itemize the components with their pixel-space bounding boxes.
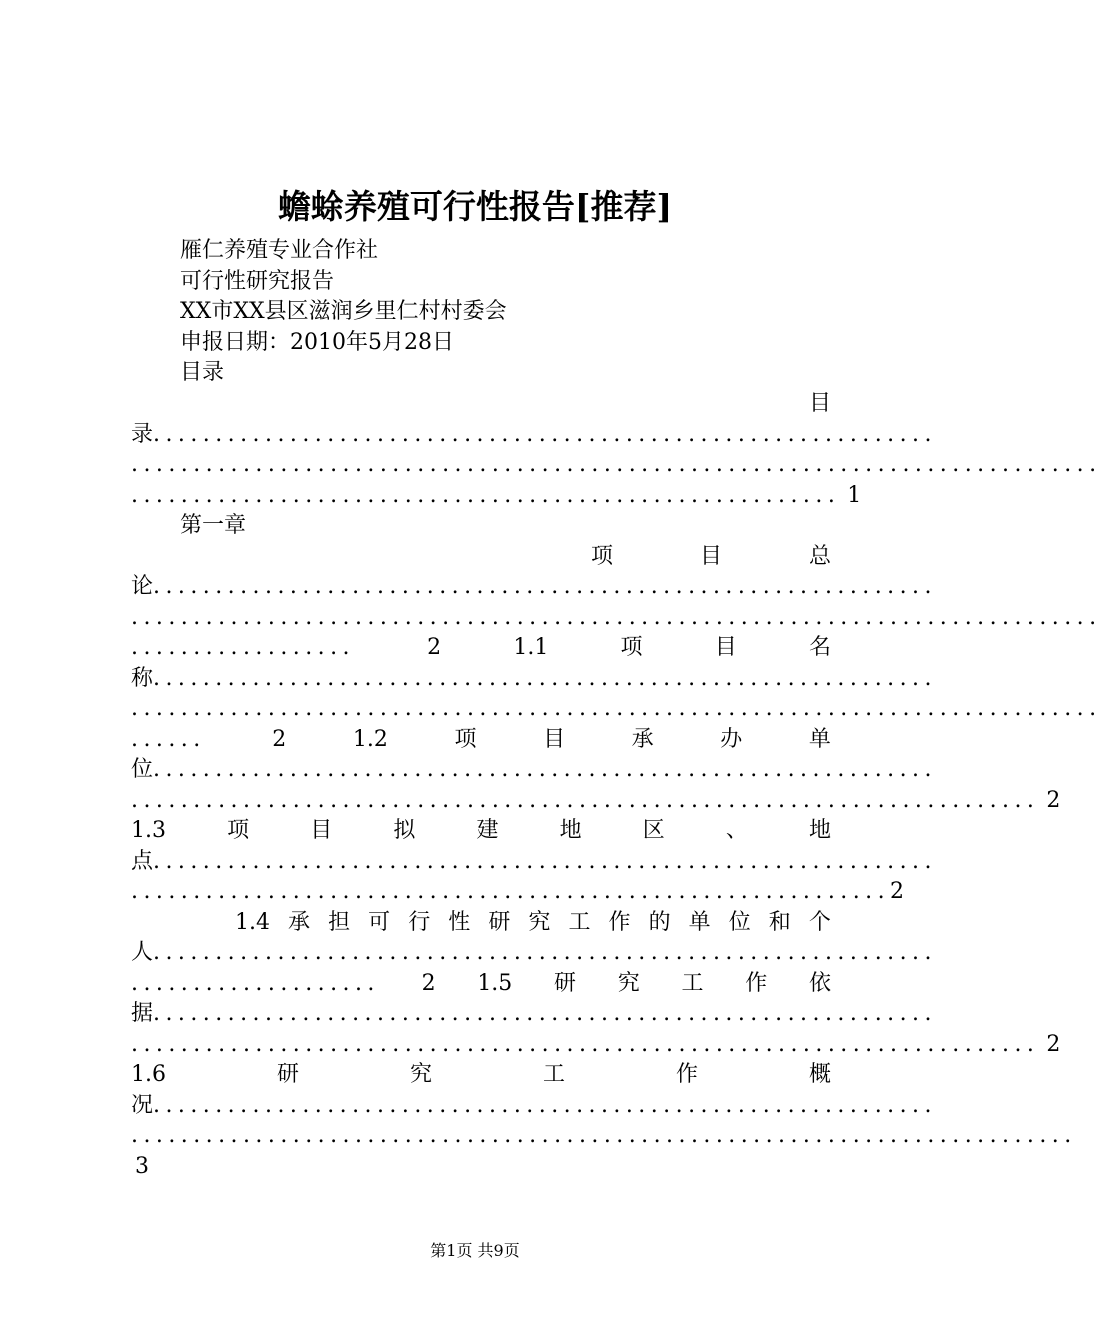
toc-line <box>131 725 831 756</box>
toc-page-number: 2 <box>272 726 287 752</box>
toc-page-number: 2 <box>427 635 442 660</box>
leader-dots: .............................................................................. <box>131 604 1102 630</box>
toc-line <box>131 633 831 664</box>
toc-char: 项 <box>227 818 250 843</box>
toc-line <box>131 786 1061 817</box>
contents-heading: 目录 <box>180 360 225 385</box>
toc-item-number: 1.4 <box>235 909 270 935</box>
toc-char: 作 <box>745 970 768 996</box>
toc-char: 总 <box>808 543 831 569</box>
toc-line <box>131 847 937 878</box>
toc-char: 担 <box>328 909 351 935</box>
toc-line <box>131 572 937 603</box>
leader-dots: ............................................................... <box>153 1001 937 1026</box>
toc-justified-text <box>591 542 831 573</box>
toc-char: 名 <box>808 635 831 660</box>
toc-line <box>131 1030 1061 1061</box>
toc-line <box>131 1060 831 1091</box>
submission-date: 申报日期：2010年5月28日 <box>180 329 454 355</box>
toc-item-number: 1.6 <box>131 1062 166 1087</box>
organization-address: XX市XX县区滋润乡里仁村村委会 <box>180 299 507 324</box>
toc-page-number: 2 <box>1046 787 1061 813</box>
leader-dots: ............................................................. <box>131 879 891 904</box>
toc-char: 单 <box>688 909 711 935</box>
toc-text: 点 <box>131 848 154 874</box>
toc-char: 项 <box>454 726 477 752</box>
leader-dots: ......................................................................... <box>131 1031 1040 1057</box>
toc-item-number: 1.1 <box>513 635 549 660</box>
toc-char: 的 <box>648 909 671 935</box>
toc-char: 地 <box>559 818 582 843</box>
toc-line <box>131 1091 937 1122</box>
toc-char: 拟 <box>393 818 416 843</box>
toc-char: 区 <box>642 818 665 843</box>
toc-line <box>131 389 831 420</box>
toc-page-number: 2 <box>1046 1031 1061 1057</box>
leader-dots: ............................................................... <box>153 421 937 447</box>
toc-char: 单 <box>808 726 831 752</box>
toc-text: 称 <box>131 665 154 691</box>
toc-text: 位 <box>131 757 154 782</box>
toc-char: 研 <box>488 909 511 935</box>
leader-dots: .................. <box>131 635 355 660</box>
leader-dots: ............................................................... <box>153 848 937 874</box>
toc-page-number: 3 <box>135 1153 149 1179</box>
toc-line <box>131 877 905 908</box>
toc-chapter-label: 第一章 <box>180 513 247 538</box>
toc-char: 个 <box>808 909 831 935</box>
toc-line <box>131 420 937 451</box>
toc-text: 况 <box>131 1092 154 1118</box>
leader-dots: ......................................................... <box>131 482 841 508</box>
toc-char: 项 <box>620 635 643 660</box>
leader-dots: ............................................................... <box>153 940 937 965</box>
report-subtitle: 可行性研究报告 <box>180 268 335 294</box>
table-of-contents <box>131 389 1102 1182</box>
toc-text: 论 <box>131 574 154 599</box>
toc-char: 工 <box>681 970 704 996</box>
toc-char: 和 <box>768 909 791 935</box>
leader-dots: ............................................................... <box>153 757 937 782</box>
toc-line <box>131 511 831 542</box>
toc-char: 工 <box>568 909 591 935</box>
toc-char: 究 <box>528 909 551 935</box>
toc-text: 人 <box>131 940 154 965</box>
toc-char: 承 <box>631 726 654 752</box>
toc-text: 据 <box>131 1001 154 1026</box>
toc-text: 目 <box>808 391 831 416</box>
toc-char: 目 <box>714 635 737 660</box>
toc-char: 项 <box>591 543 614 569</box>
toc-char: 承 <box>288 909 311 935</box>
toc-char: 行 <box>408 909 431 935</box>
cooperative-name: 雁仁养殖专业合作社 <box>180 238 379 263</box>
leader-dots: ............................................................................ <box>131 1123 1077 1148</box>
leader-dots: ............................................................... <box>153 574 937 599</box>
leader-dots: ...... <box>131 726 206 752</box>
toc-char: 作 <box>608 909 631 935</box>
leader-dots: ............................................................... <box>153 665 937 691</box>
toc-char: 建 <box>476 818 499 843</box>
toc-item-number: 1.2 <box>352 726 388 752</box>
toc-line <box>131 969 831 1000</box>
toc-char: 究 <box>409 1062 432 1087</box>
toc-line <box>131 542 831 573</box>
toc-char: 工 <box>542 1062 565 1087</box>
toc-char: 目 <box>310 818 333 843</box>
page-footer: 第1页 共9页 <box>430 1241 520 1260</box>
toc-page-number: 2 <box>421 970 436 996</box>
toc-text: 录 <box>131 421 154 447</box>
toc-line <box>131 755 937 786</box>
toc-char: 目 <box>699 543 722 569</box>
toc-item-number: 1.3 <box>131 818 166 843</box>
toc-line <box>131 664 937 695</box>
toc-line <box>131 938 937 969</box>
toc-line <box>131 1152 831 1183</box>
toc-char: 依 <box>808 970 831 996</box>
leader-dots: .................... <box>131 970 380 996</box>
leader-dots: .............................................................................. <box>131 696 1102 721</box>
toc-char: 研 <box>276 1062 299 1087</box>
toc-line <box>131 999 937 1030</box>
document-title: 蟾蜍养殖可行性报告[推荐] <box>277 187 673 226</box>
intro-block <box>180 236 507 389</box>
toc-item-number: 1.5 <box>477 970 513 996</box>
toc-char: 目 <box>543 726 566 752</box>
toc-char: 地 <box>808 818 831 843</box>
leader-dots: ............................................................... <box>153 1092 937 1118</box>
toc-line <box>131 481 862 512</box>
toc-char: 、 <box>725 818 748 843</box>
toc-char: 可 <box>368 909 391 935</box>
toc-char: 位 <box>728 909 751 935</box>
toc-page-number: 1 <box>847 482 862 508</box>
leader-dots: .............................................................................. <box>131 452 1102 477</box>
toc-line <box>131 908 831 939</box>
toc-char: 性 <box>448 909 471 935</box>
leader-dots: ......................................................................... <box>131 787 1040 813</box>
toc-page-number: 2 <box>890 879 905 904</box>
toc-char: 研 <box>554 970 577 996</box>
toc-char: 究 <box>617 970 640 996</box>
toc-line <box>131 816 831 847</box>
toc-char: 办 <box>720 726 743 752</box>
toc-char: 作 <box>675 1062 698 1087</box>
toc-char: 概 <box>808 1062 831 1087</box>
